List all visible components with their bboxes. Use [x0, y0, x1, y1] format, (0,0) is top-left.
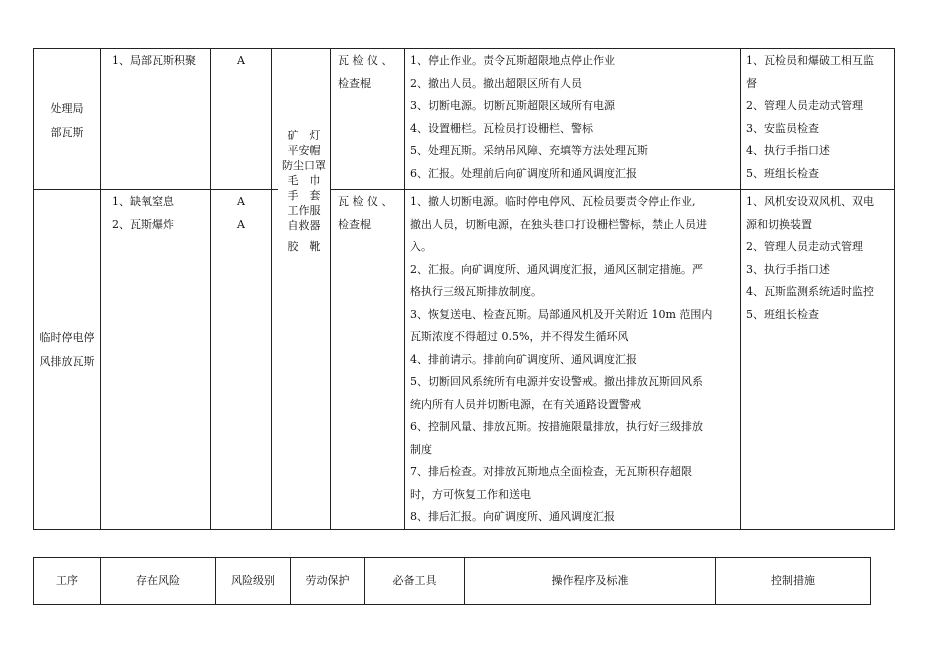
- tools-cell: 瓦 检 仪 、 检查棍: [338, 54, 393, 90]
- col-divider: [894, 48, 895, 530]
- col-divider: [210, 48, 211, 530]
- steps-cell: 1、停止作业。责令瓦斯超限地点停止作业 2、撤出人员。撤出超限区所有人员 3、切断电源。切断瓦斯超限区域所有电源 4、设置栅栏。瓦检员打设栅栏、警标 5、处理瓦斯。采纳吊风障、充填等方法处理瓦斯 6、汇报。处理前后向矿调度所和通风调度汇报: [410, 54, 648, 180]
- tools-cell: 瓦 检 仪 、 检查棍: [338, 195, 393, 231]
- controls-cell: 1、瓦检员和爆破工相互监 督 2、管理人员走动式管理 3、安监员检查 4、执行手指口述 5、班组长检查: [746, 54, 874, 180]
- col-divider: [870, 557, 871, 605]
- risk-cell: 1、缺氧窒息 2、瓦斯爆炸: [112, 195, 174, 231]
- table-border-top: [33, 48, 895, 49]
- controls-cell: 1、风机安设双风机、双电 源和切换装置 2、管理人员走动式管理 3、执行手指口述 4、瓦斯监测系统适时监控 5、班组长检查: [746, 195, 874, 321]
- header-process: 工序: [56, 574, 78, 587]
- row-divider: [33, 189, 278, 190]
- header-controls: 控制措施: [771, 574, 815, 587]
- col-divider: [271, 48, 272, 530]
- level-cell: A: [237, 54, 245, 67]
- ppe-cell: 矿 灯 平安帽 防尘口罩 毛 巾 手 套 工作服 自救器 胶 靴: [282, 129, 326, 253]
- header-ppe: 劳动保护: [305, 574, 350, 587]
- process-cell: 处理局 部瓦斯: [50, 102, 84, 139]
- header-procedure: 操作程序及标准: [551, 574, 629, 587]
- header-tools: 必备工具: [392, 574, 437, 587]
- col-divider: [100, 48, 101, 530]
- steps-cell: 1、撤人切断电源。临时停电停风、瓦检员要责令停止作业, 撤出人员，切断电源，在独头巷口打设栅栏警标，禁止人员进 入。 2、汇报。向矿调度所、通风调度汇报，通风区制定措施。严 格执行三级瓦斯排放制度。 3、恢复送电、检查瓦斯。局部通风机及开关附近 10m 范围内 瓦斯浓度不得超过 0.5%，并不得发生循环风 4、排前请示。排前向矿调度所、通风调度汇报 5、切断回风系统所有电源并安设警戒。撤出排放瓦斯回风系 统内所有人员并切断电源，在有关通路设置警戒 6、控制风量、排放瓦斯。按措施限量排放，执行好三级排放 制度 7、排后检查。对排放瓦斯地点全面检查，无瓦斯积存超限 时，方可恢复工作和送电 8、排后汇报。向矿调度所、通风调度汇报: [410, 195, 713, 523]
- table-border-bottom: [33, 604, 871, 605]
- col-divider: [404, 48, 405, 530]
- col-divider: [330, 48, 331, 530]
- risk-cell: 1、局部瓦斯积聚: [112, 54, 196, 67]
- row-divider: [330, 189, 895, 190]
- table-border-bottom: [33, 529, 895, 530]
- level-cell: A A: [237, 195, 245, 231]
- header-level: 风险级别: [231, 574, 275, 587]
- header-risk: 存在风险: [136, 574, 180, 587]
- col-divider: [740, 48, 741, 530]
- process-cell: 临时停电停 风排放瓦斯: [39, 331, 95, 368]
